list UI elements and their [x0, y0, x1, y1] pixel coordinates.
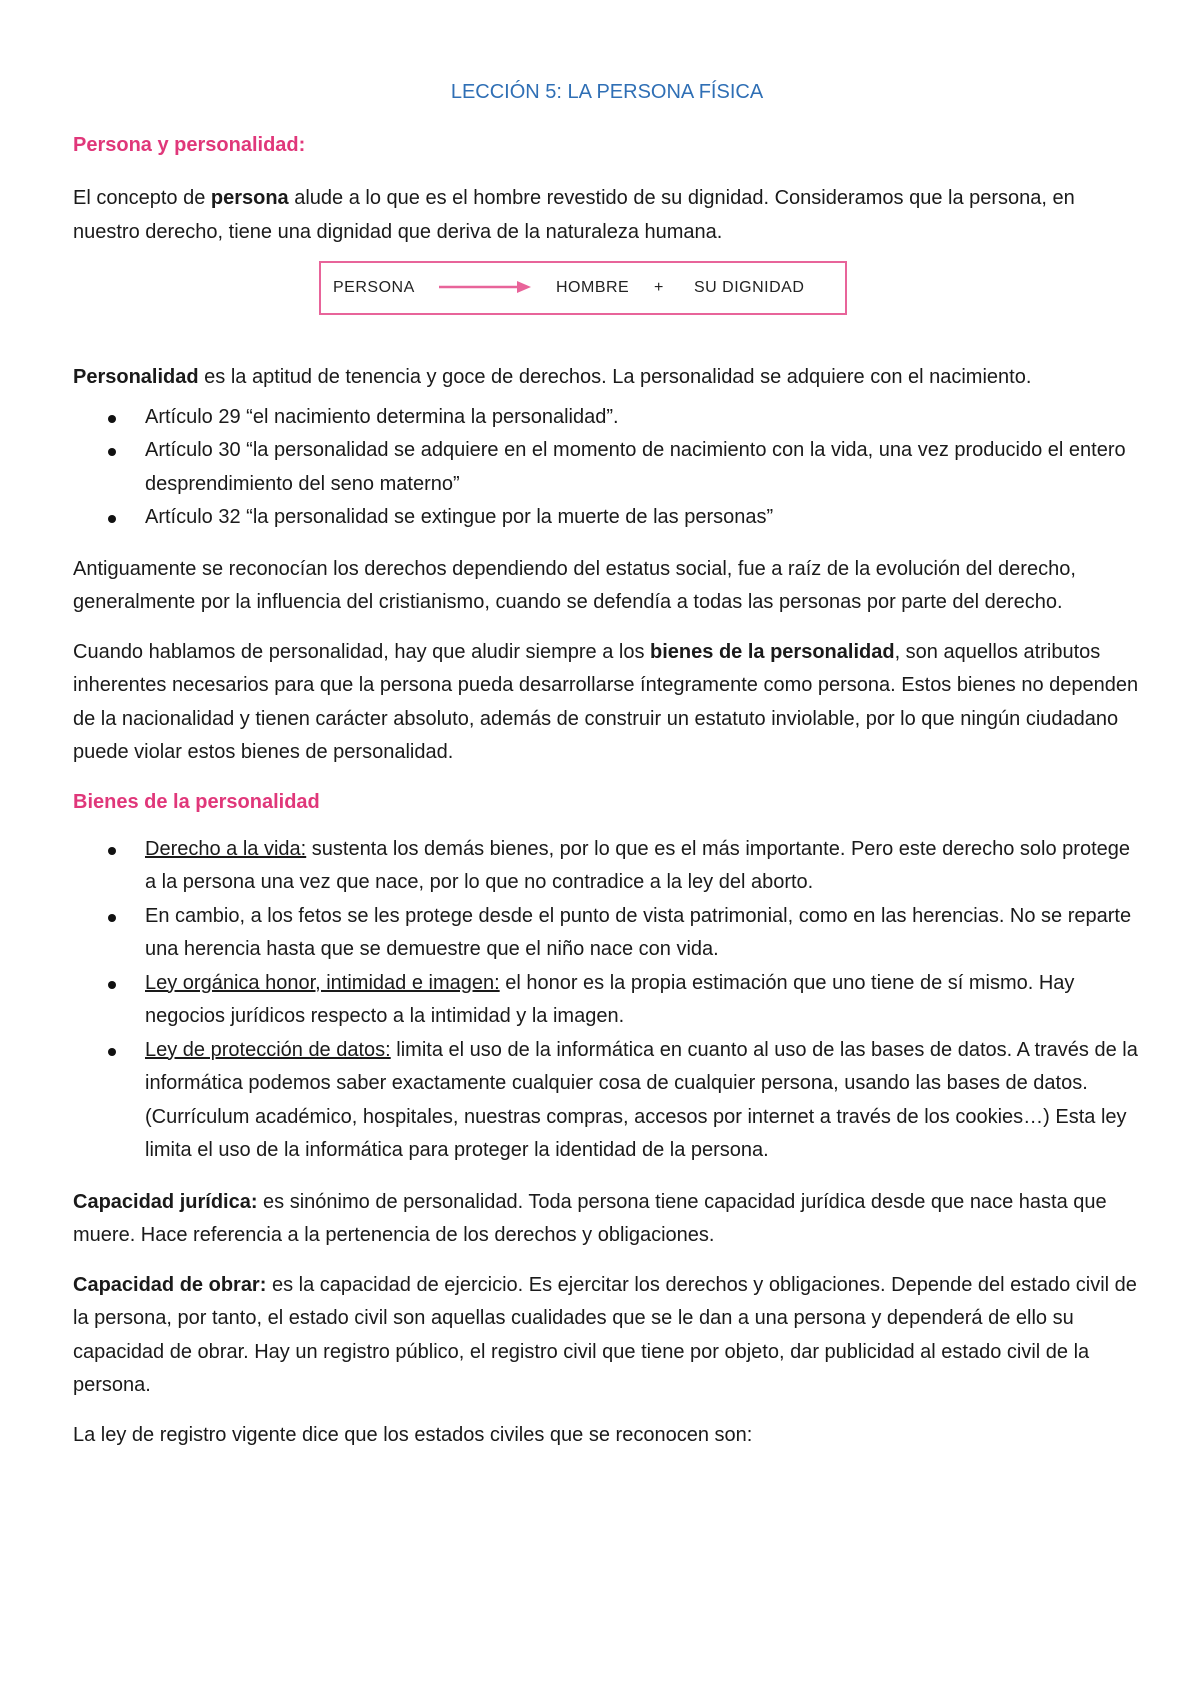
- text-run: es la capacidad de ejercicio. Es ejercitar los derechos y obligaciones. Depende del estado civil de la persona, por tanto, el estado civil son aquellas cualidades que se le dan a una persona y dependerá de ello su capacidad de obrar. Hay un registro público, el registro civil que tiene por objeto, dar publicidad al estado civil de la persona.: [73, 1273, 1137, 1396]
- list-item: [73, 900, 1141, 967]
- list-item: [73, 401, 1141, 435]
- diagram-label-dignidad: SU DIGNIDAD: [694, 279, 805, 296]
- bullet-icon: [108, 515, 116, 523]
- diagram-label-hombre: HOMBRE: [556, 279, 630, 296]
- spacer: [73, 315, 1141, 361]
- underlined-term: Ley orgánica honor, intimidad e imagen:: [145, 971, 500, 994]
- list-item: [73, 501, 1141, 535]
- diagram-plus-sign: +: [654, 279, 664, 296]
- list-item-text: sustenta los demás bienes, por lo que es el más importante. Pero este derecho solo protege a la persona una vez que nace, por lo que no contradice a la ley del aborto.: [145, 837, 1131, 893]
- paragraph-capacidad-juridica: [73, 1186, 1141, 1253]
- bold-term-bienes: bienes de la personalidad: [650, 640, 895, 663]
- bold-term-capacidad-juridica: Capacidad jurídica:: [73, 1190, 258, 1213]
- bullet-icon: [108, 448, 116, 456]
- bold-term-personalidad: Personalidad: [73, 366, 199, 388]
- bullet-icon: [108, 1048, 116, 1056]
- page-title: LECCIÓN 5: LA PERSONA FÍSICA: [450, 81, 764, 103]
- list-item: [73, 967, 1141, 1034]
- paragraph-closing: La ley de registro vigente dice que los estados civiles que se reconocen son:: [73, 1423, 753, 1446]
- text-run: El concepto de: [73, 187, 211, 209]
- paragraph-antiguamente: Antiguamente se reconocían los derechos dependiendo del estatus social, fue a raíz de la evolución del derecho, generalmente por la influencia del cristianismo, cuando se defendía a todas las personas por parte del derecho.: [73, 557, 1076, 613]
- underlined-term: Derecho a la vida:: [145, 837, 307, 860]
- bullet-icon: [108, 415, 116, 423]
- list-item-text: Artículo 30 “la personalidad se adquiere en el momento de nacimiento con la vida, una vez producido el entero desprendimiento del seno materno”: [145, 439, 1126, 495]
- text-run: alude a lo que es el hombre revestido de su dignidad. Consideramos que la persona, en nuestro derecho, tiene una dignidad que deriva de la naturaleza humana.: [73, 187, 1075, 243]
- text-run: es la aptitud de tenencia y goce de derechos. La personalidad se adquiere con el nacimiento.: [198, 366, 1032, 388]
- list-item-text: el honor es la propia estimación que uno tiene de sí mismo. Hay negocios jurídicos respecto a la intimidad y la imagen.: [145, 971, 1075, 1027]
- underlined-term: Ley de protección de datos:: [145, 1038, 391, 1061]
- list-item-text: limita el uso de la informática en cuanto al uso de las bases de datos. A través de la informática podemos saber exactamente cualquier cosa de cualquier persona, usando las bases de datos. (Currículum académico, hospitales, nuestras compras, accesos por internet a través de los cookies…) Esta ley limita el uso de la informática para proteger la identidad de la persona.: [145, 1038, 1138, 1161]
- list-item-text: En cambio, a los fetos se les protege desde el punto de vista patrimonial, como en las herencias. No se reparte una herencia hasta que se demuestre que el niño nace con vida.: [145, 904, 1132, 960]
- list-item-text: Artículo 32 “la personalidad se extingue por la muerte de las personas”: [145, 506, 774, 528]
- articles-list: [73, 401, 1141, 535]
- list-item: [73, 434, 1141, 501]
- bienes-list: [73, 833, 1141, 1168]
- heading-bienes-personalidad: Bienes de la personalidad: [73, 790, 320, 813]
- paragraph-concepto-persona: [73, 182, 1141, 249]
- paragraph-personalidad: [73, 361, 1141, 395]
- bullet-icon: [108, 847, 116, 855]
- document-page: [73, 70, 1141, 1468]
- paragraph-capacidad-obrar: [73, 1269, 1141, 1403]
- persona-diagram-box: [319, 261, 847, 315]
- list-item: [73, 833, 1141, 900]
- bullet-icon: [108, 914, 116, 922]
- text-run: Cuando hablamos de personalidad, hay que aludir siempre a los: [73, 640, 651, 663]
- right-arrow-icon: [439, 279, 531, 295]
- heading-persona-personalidad: Persona y personalidad:: [73, 134, 306, 156]
- bold-term-capacidad-obrar: Capacidad de obrar:: [73, 1273, 267, 1296]
- list-item: [73, 1034, 1141, 1168]
- list-item-text: Artículo 29 “el nacimiento determina la personalidad”.: [145, 405, 619, 428]
- text-run: es sinónimo de personalidad. Toda persona tiene capacidad jurídica desde que nace hasta que muere. Hace referencia a la pertenencia de los derechos y obligaciones.: [73, 1190, 1107, 1246]
- paragraph-bienes-intro: [73, 636, 1141, 770]
- bullet-icon: [108, 981, 116, 989]
- text-run: , son aquellos atributos inherentes necesarios para que la persona pueda desarrollarse íntegramente como persona. Estos bienes no dependen de la nacionalidad y tienen carácter absoluto, además de construir un estatuto inviolable, por lo que ningún ciudadano puede violar estos bienes de personalidad.: [73, 640, 1139, 763]
- diagram-label-persona: PERSONA: [333, 279, 415, 296]
- bold-term-persona: persona: [210, 187, 289, 209]
